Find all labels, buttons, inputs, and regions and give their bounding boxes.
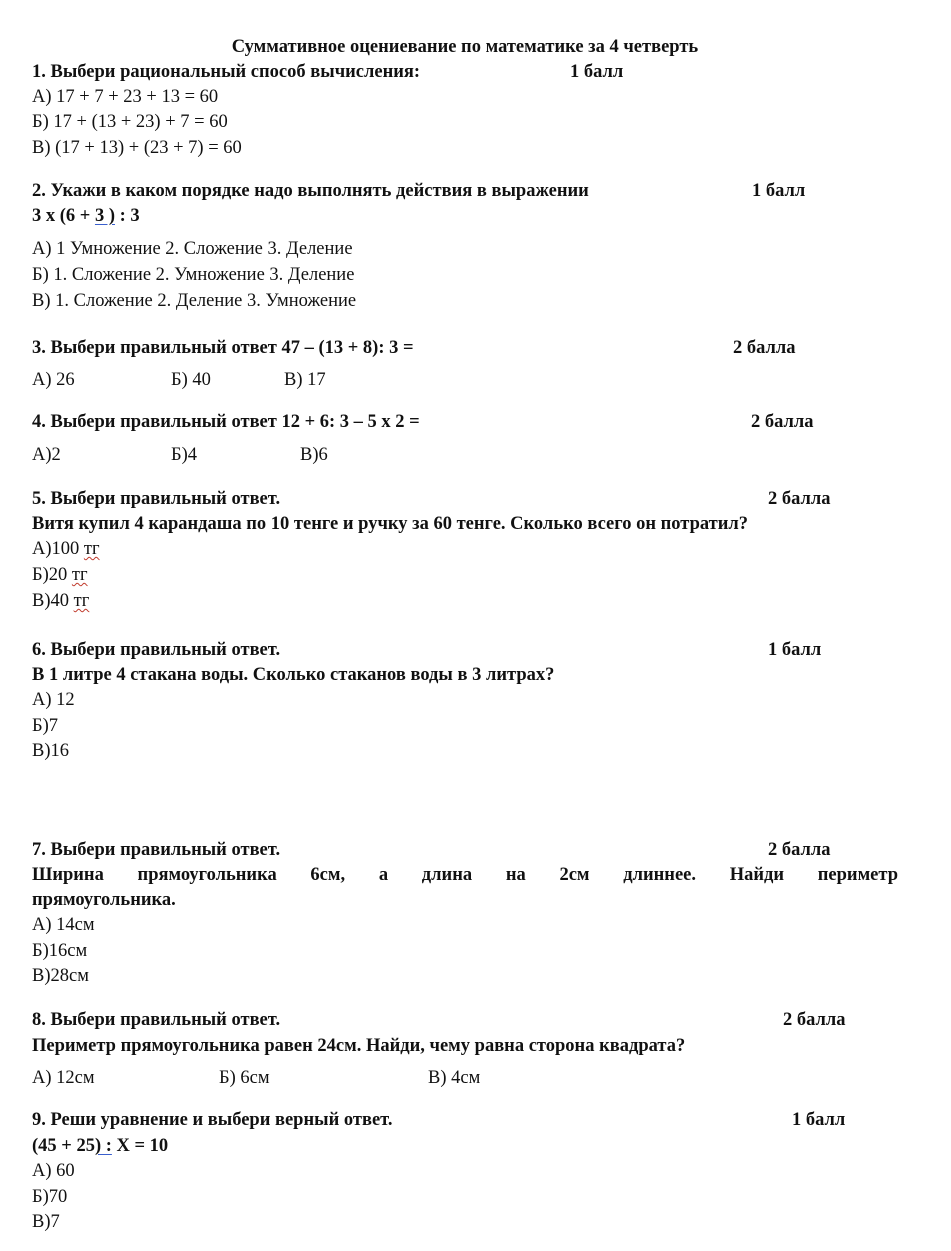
q9-option-b: Б)70 (32, 1187, 68, 1207)
q3-option-c: В) 17 (284, 370, 326, 390)
q5-option-a-label: А)100 (32, 539, 84, 559)
q4-points: 2 балла (751, 412, 814, 432)
q9-expr-b: ) : (94, 1136, 112, 1156)
q5-text: Витя купил 4 карандаша по 10 тенге и ручку за 60 тенге. Сколько всего он потратил? (32, 514, 749, 534)
q2-expr-c: : 3 (115, 206, 140, 226)
q7-option-c: В)28см (32, 966, 89, 986)
q2-expression (32, 205, 140, 227)
q1-option-c: В) (17 + 13) + (23 + 7) = 60 (32, 138, 242, 158)
q8-option-c: В) 4см (428, 1068, 481, 1088)
q2-option-b: Б) 1. Сложение 2. Умножение 3. Деление (32, 265, 355, 285)
q5-heading: 5. Выбери правильный ответ. (32, 489, 281, 509)
q7-option-a: А) 14см (32, 915, 95, 935)
q8-option-b: Б) 6см (219, 1068, 270, 1088)
q4-option-a: А)2 (32, 445, 61, 465)
q4-option-b: Б)4 (171, 445, 198, 465)
q5-points: 2 балла (768, 489, 831, 509)
q9-heading: 9. Реши уравнение и выбери верный ответ. (32, 1110, 393, 1130)
q3-heading: 3. Выбери правильный ответ 47 – (13 + 8): 3 = (32, 338, 414, 358)
q2-expr-b: 3 ) (94, 206, 115, 226)
q4-option-c: В)6 (300, 445, 328, 465)
q6-points: 1 балл (768, 640, 822, 660)
q5-option-a (32, 538, 100, 560)
q2-expr-a: 3 х (6 + (32, 206, 95, 226)
q5-option-b (32, 564, 88, 586)
q5-option-c (32, 590, 89, 612)
q2-points: 1 балл (752, 181, 806, 201)
q8-points: 2 балла (783, 1010, 846, 1030)
q1-points: 1 балл (570, 62, 624, 82)
q9-points: 1 балл (792, 1110, 846, 1130)
q1-heading: 1. Выбери рациональный способ вычисления: (32, 62, 421, 82)
q6-heading: 6. Выбери правильный ответ. (32, 640, 281, 660)
q4-heading: 4. Выбери правильный ответ 12 + 6: 3 – 5 х 2 = (32, 412, 420, 432)
q1-option-b: Б) 17 + (13 + 23) + 7 = 60 (32, 112, 228, 132)
q2-heading: 2. Укажи в каком порядке надо выполнять действия в выражении (32, 181, 589, 201)
q5-option-b-unit: тг (71, 565, 88, 585)
q8-option-a: А) 12см (32, 1068, 95, 1088)
q6-option-a: А) 12 (32, 690, 75, 710)
q6-text: В 1 литре 4 стакана воды. Сколько стаканов воды в 3 литрах? (32, 665, 555, 685)
q3-option-b: Б) 40 (171, 370, 211, 390)
q9-expr-c: Х = 10 (111, 1136, 169, 1156)
q9-option-a: А) 60 (32, 1161, 75, 1181)
q7-heading: 7. Выбери правильный ответ. (32, 840, 281, 860)
q8-text: Периметр прямоугольника равен 24см. Найди, чему равна сторона квадрата? (32, 1036, 686, 1056)
q2-option-c: В) 1. Сложение 2. Деление 3. Умножение (32, 291, 357, 311)
q5-option-a-unit: тг (83, 539, 100, 559)
q3-option-a: А) 26 (32, 370, 75, 390)
q6-option-c: В)16 (32, 741, 69, 761)
q8-heading: 8. Выбери правильный ответ. (32, 1010, 281, 1030)
q5-option-b-label: Б)20 (32, 565, 72, 585)
q1-option-a: А) 17 + 7 + 23 + 13 = 60 (32, 87, 219, 107)
q9-option-c: В)7 (32, 1212, 60, 1232)
page-title: Суммативное оцениевание по математике за 4 четверть (231, 37, 699, 57)
q7-text: Ширина прямоугольника 6см, а длина на 2см длиннее. Найди периметр (32, 865, 898, 885)
q5-option-c-unit: тг (73, 591, 90, 611)
q3-points: 2 балла (733, 338, 796, 358)
q6-option-b: Б)7 (32, 716, 59, 736)
q5-option-c-label: В)40 (32, 591, 74, 611)
q7-points: 2 балла (768, 840, 831, 860)
q2-option-a: А) 1 Умножение 2. Сложение 3. Деление (32, 239, 353, 259)
q7-text-continued: прямоугольника. (32, 890, 176, 910)
q7-option-b: Б)16см (32, 941, 88, 961)
q9-expression (32, 1135, 168, 1157)
q9-expr-a: (45 + 25 (32, 1136, 95, 1156)
